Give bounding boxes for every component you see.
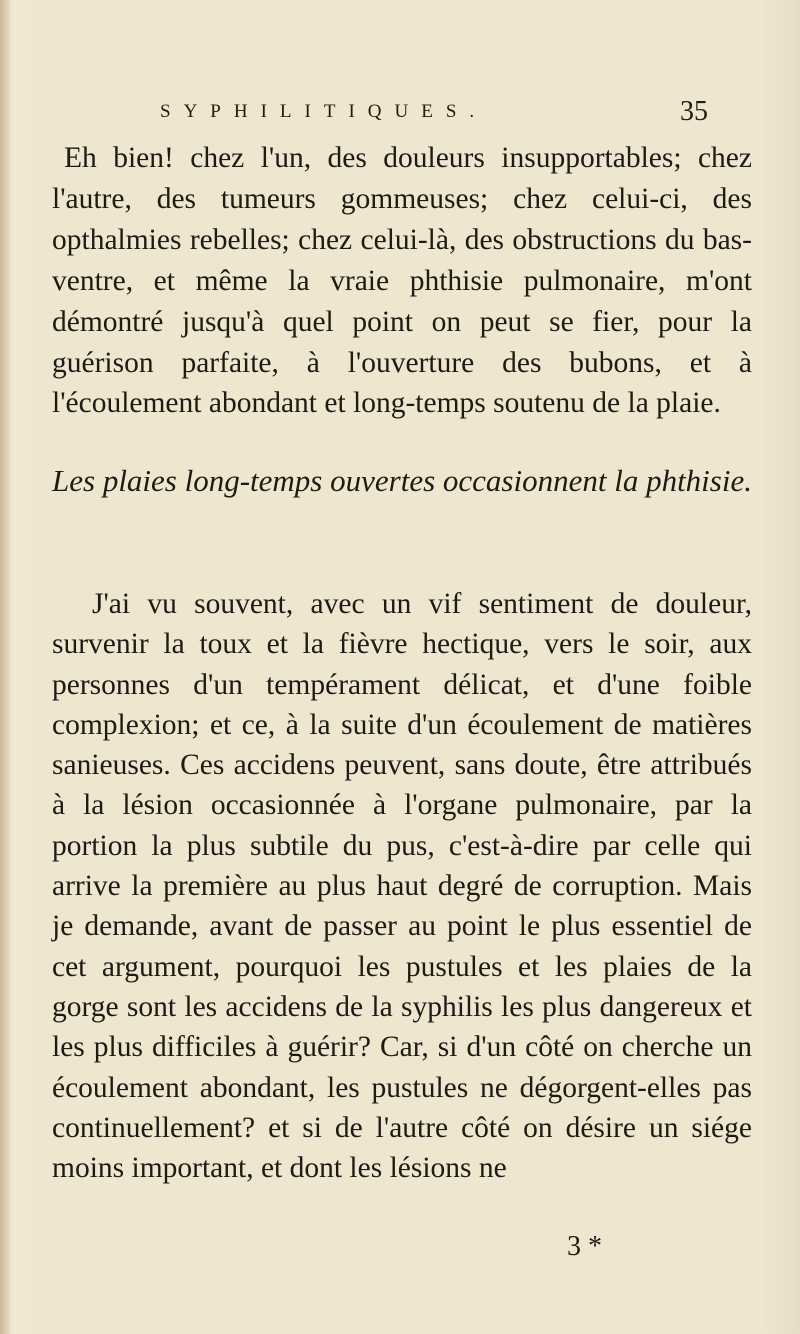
signature-mark: 3 * [567, 1231, 602, 1262]
section-heading: Les plaies long-temps ouvertes occasionnent la phthisie. [52, 463, 752, 498]
page-gutter [0, 0, 10, 1334]
running-title: SYPHILITIQUES. [160, 101, 488, 122]
body-paragraph-2: J'ai vu souvent, avec un vif sentiment de douleur, survenir la toux et la fièvre hectique, vers le soir, aux personnes d'un tempérament délicat, et d'une foible complexion; et ce, à la suite d'un écoulement de matières sanieuses. Ces accidens peuvent, sans doute, être attribués à la lésion occasionnée à l'organe pulmonaire, par la portion la plus subtile du pus, c'est-à-dire par celle qui arrive la première au plus haut degré de corruption. Mais je demande, avant de passer au point le plus essentiel de cet argument, pourquoi les pustules et les plaies de la gorge sont les accidens de la syphilis les plus dangereux et les plus difficiles à guérir? Car, si d'un côté on cherche un écoulement abondant, les pustules ne dégorgent-elles pas continuellement? et si de l'autre côté on désire un siége moins important, et dont les lésions ne [52, 588, 752, 1185]
body-paragraph-1: Eh bien! chez l'un, des douleurs insupportables; chez l'autre, des tumeurs gommeuses; chez celui-ci, des opthalmies rebelles; chez celui-là, des obstructions du bas-ventre, et même la vraie phthisie pulmonaire, m'ont démontré jusqu'à quel point on peut se fier, pour la guérison parfaite, à l'ouverture des bubons, et à l'écoulement abondant et long-temps soutenu de la plaie. [52, 142, 752, 420]
page-number: 35 [680, 96, 708, 127]
page-header [160, 92, 720, 132]
